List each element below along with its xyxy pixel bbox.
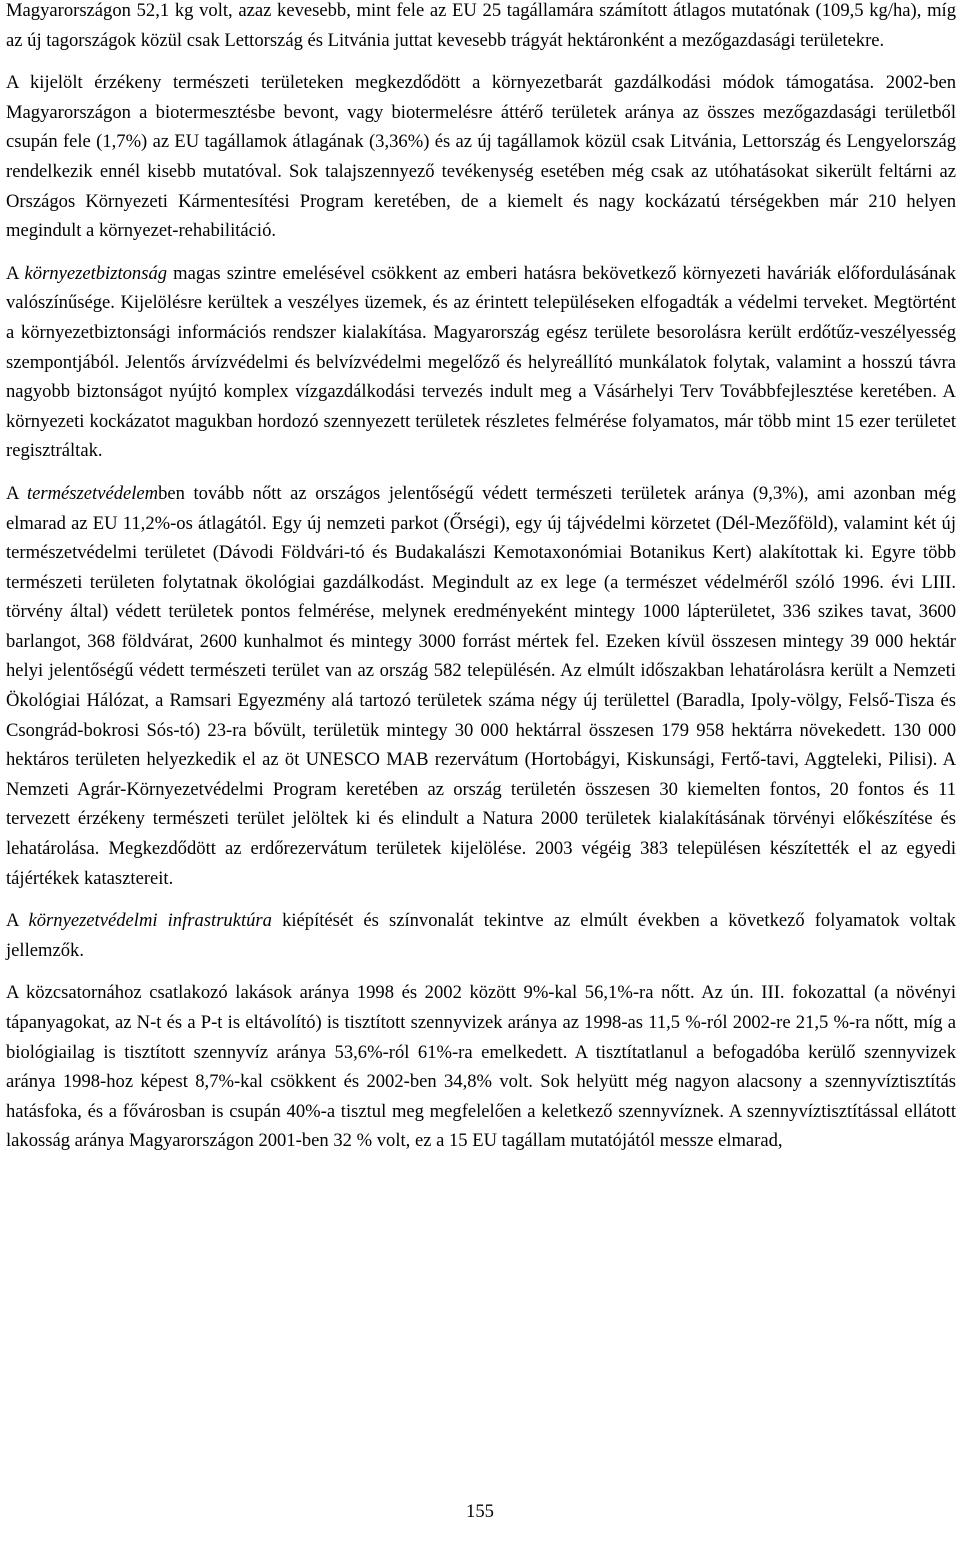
text-span: A: [6, 482, 27, 504]
paragraph-environmental-safety: [6, 259, 956, 466]
text-span: kiépítését és színvonalát tekintve az elmúlt években a következő folyamatok voltak jellemzők.: [6, 910, 956, 961]
italic-term: természetvédelem: [26, 482, 159, 504]
text-span: ben tovább nőtt az országos jelentőségű védett természeti területek aránya (9,3%), ami azonban még elmarad az EU 11,2%-os átlagától. Egy új nemzeti parkot (Őrségi), egy új tájvédelmi körzetet (Dél-Mezőföld), valamint két új természetvédelmi területet (Dávodi Földvári-tó és Budakalászi Kemotaxonómiai Botanikus Kert) alakítottak ki. Egyre több természeti területen folytatnak ökológiai gazdálkodást. Megindult az ex lege (a természet védelméről szóló 1996. évi LIII. törvény által) védett területek pontos felmérése, melynek eredményeként mintegy 1000 lápterületet, 336 szikes tavat, 3600 barlangot, 368 földvárat, 2600 kunhalmot és mintegy 3000 forrást mértek fel. Ezeken kívül összesen mintegy 39 000 hektár helyi jelentőségű védett természeti terület van az ország 582 településén. Az elmúlt időszakban lehatárolásra került a Nemzeti Ökológiai Hálózat, a Ramsari Egyezmény alá tartozó területek száma négy új területtel (Baradla, Ipoly-völgy, Felső-Tisza és Csongrád-bokrosi Sós-tó) 23-ra bővült, területük mintegy 30 000 hektárral összesen 179 958 hektárra növekedett. 130 000 hektáros területen helyezkedik el az öt UNESCO MAB rezervátum (Hortobágyi, Kiskunsági, Fertő-tavi, Aggteleki, Pilisi). A Nemzeti Agrár-Környezetvédelmi Program keretében az ország területén összesen 30 kiemelten fontos, 20 fontos és 11 tervezett érzékeny természeti terület jelöltek ki és elindult a Natura 2000 területek kialakításának törvényi előkészítése és lehatárolása. Megkezdődött az erdőrezervátum területek kijelölése. 2003 végéig 383 településen készítették el az egyedi tájértékek katasztereit.: [6, 482, 956, 889]
page-number: 155: [466, 1501, 494, 1522]
paragraph-nature-conservation: [6, 479, 956, 893]
text-span: A kijelölt érzékeny természeti területeken megkezdődött a környezetbarát gazdálkodási módok támogatása. 2002-ben Magyarországon a biotermesztésbe bevont, vagy biotermelésre áttérő területek aránya az összes mezőgazdasági területből csupán fele (1,7%) az EU tagállamok átlagának (3,36%) és az új tagállamok közül csak Litvánia, Lettország és Lengyelország rendelkezik ennél kisebb mutatóval. Sok talajszennyező tevékenység esetében még csak az utóhatásokat sikerült feltárni az Országos Környezeti Kármentesítési Program keretében, de a kiemelt és nagy kockázatú térségekben már 210 helyen megindult a környezet-rehabilitáció.: [6, 72, 956, 242]
italic-term: környezetbiztonság: [24, 262, 168, 284]
paragraph-infrastructure: [6, 906, 956, 965]
text-span: Magyarországon 52,1 kg volt, azaz kevesebb, mint fele az EU 25 tagállamára számított átlagos mutatónak (109,5 kg/ha), míg az új tagországok közül csak Lettország és Litvánia juttat kevesebb trágyát hektáronként a mezőgazdasági területekre.: [6, 0, 956, 51]
text-span: A: [6, 910, 29, 932]
text-span: A közcsatornához csatlakozó lakások aránya 1998 és 2002 között 9%-kal 56,1%-ra nőtt. Az ún. III. fokozattal (a növényi tápanyagokat, az N-t és a P-t is eltávolító) is tisztított szennyvizek aránya az 1998-as 11,5 %-ról 2002-re 21,5 %-ra nőtt, míg a biológiailag is tisztított szennyvíz aránya 53,6%-ról 61%-ra emelkedett. A tisztítatlanul a befogadóba kerülő szennyvizek aránya 1998-hoz képest 8,7%-kal csökkent és 2002-ben 34,8% volt. Sok helyütt még nagyon alacsony a szennyvíztisztítás hatásfoka, és a fővárosban is csupán 40%-a tisztul meg megfelelően a keletkező szennyvíznek. A szennyvíztisztítással ellátott lakosság aránya Magyarországon 2001-ben 32 % volt, ez a 15 EU tagállam mutatójától messze elmarad,: [6, 982, 956, 1152]
paragraph-organic-farming: [6, 68, 956, 246]
text-span: A: [6, 262, 25, 284]
text-span: magas szintre emelésével csökkent az emberi hatásra bekövetkező környezeti haváriák előfordulásának valószínűsége. Kijelölésre kerültek a veszélyes üzemek, és az érintett településeken elfogadták a védelmi terveket. Megtörtént a környezetbiztonsági információs rendszer kialakítása. Magyarország egész területe besorolásra került erdőtűz-veszélyesség szempontjából. Jelentős árvízvédelmi és belvízvédelmi megelőző és helyreállító munkálatok folytak, valamint a hosszú távra nagyobb biztonságot nyújtó komplex vízgazdálkodási tervezés indult meg a Vásárhelyi Terv Továbbfejlesztése keretében. A környezeti kockázatot magukban hordozó szennyezett területek részletes felmérése folyamatos, már több mint 15 ezer területet regisztráltak.: [6, 262, 956, 462]
paragraph-fertilizer: [6, 0, 956, 55]
italic-term: környezetvédelmi infrastruktúra: [28, 910, 272, 932]
paragraph-sewage: [6, 978, 956, 1156]
